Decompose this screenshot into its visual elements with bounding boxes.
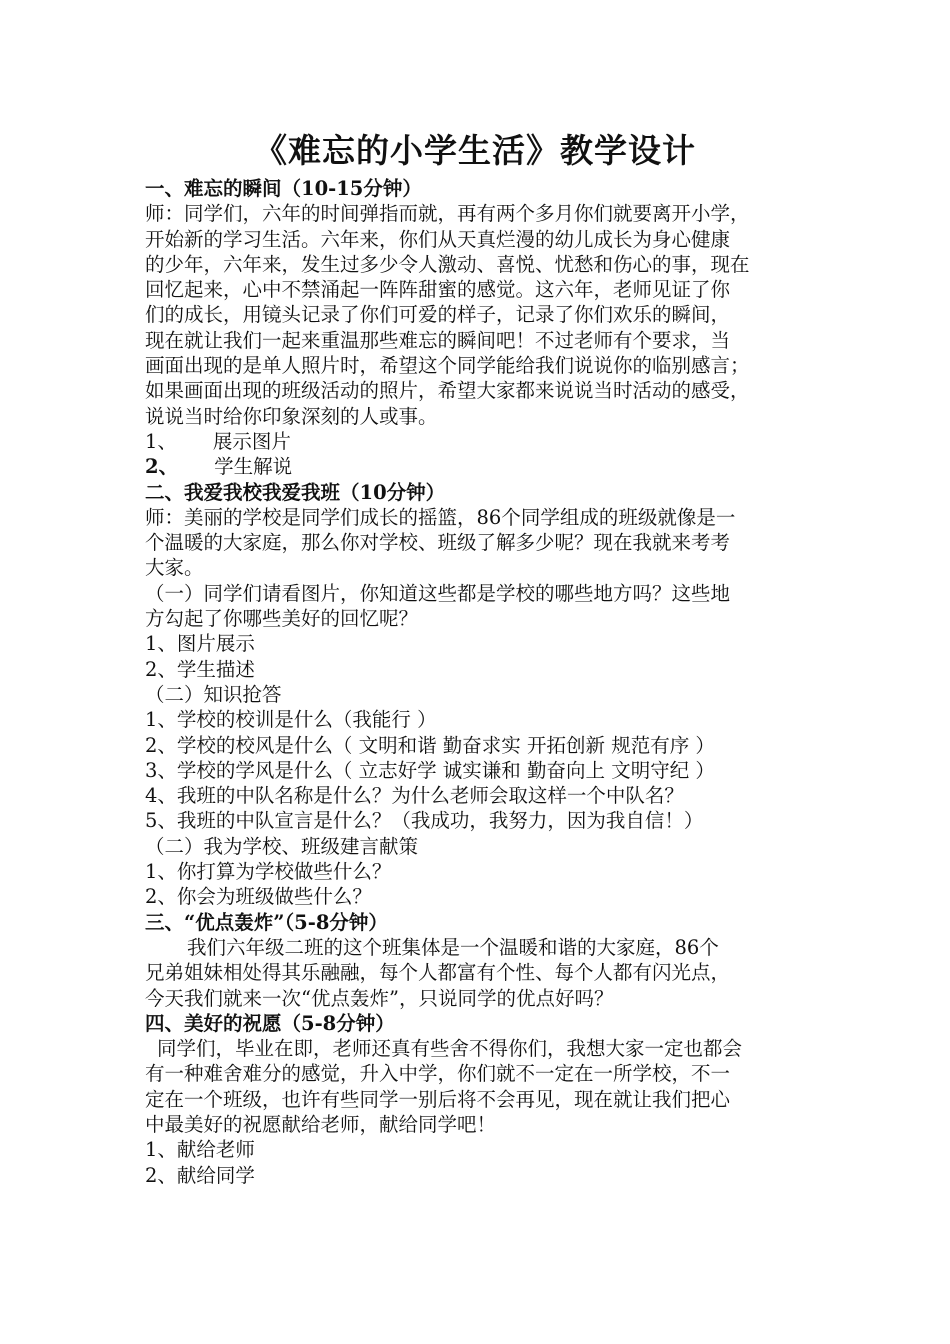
list-item: 1、学校的校训是什么（我能行 ）	[145, 708, 437, 732]
paragraph-line: 大家。	[145, 556, 204, 580]
list-number: 2、	[145, 455, 179, 479]
document-body	[145, 176, 825, 1188]
paragraph-line: 今天我们就来一次“优点轰炸”，只说同学的优点好吗？	[145, 986, 614, 1010]
subsection-heading: （二）知识抢答	[145, 682, 282, 706]
paragraph-line: 说说当时给你印象深刻的人或事。	[145, 404, 438, 428]
paragraph-line: 个温暖的大家庭，那么你对学校、班级了解多少呢？现在我就来考考	[145, 531, 731, 555]
paragraph-line: 有一种难舍难分的感觉，升入中学，你们就不一定在一所学校，不一	[145, 1062, 731, 1086]
list-item-show-pictures	[145, 429, 825, 454]
section-heading-1: 一、难忘的瞬间（10-15分钟）	[145, 177, 422, 200]
list-item: 2、献给同学	[145, 1163, 255, 1187]
list-item: 2、学校的校风是什么（ 文明和谐 勤奋求实 开拓创新 规范有序 ）	[145, 733, 715, 757]
list-item: 1、你打算为学校做些什么？	[145, 860, 392, 884]
list-text: 学生解说	[214, 455, 293, 479]
paragraph-line: 画面出现的是单人照片时，希望这个同学能给我们说说你的临别感言；	[145, 354, 750, 378]
paragraph-line: 中最美好的祝愿献给老师，献给同学吧！	[145, 1112, 497, 1136]
list-item: 2、你会为班级做些什么？	[145, 885, 372, 909]
paragraph-line: 兄弟姐妹相处得其乐融融，每个人都富有个性、每个人都有闪光点，	[145, 961, 731, 985]
paragraph-line: 方勾起了你哪些美好的回忆呢？	[145, 607, 419, 631]
list-item: 2、学生描述	[145, 657, 255, 681]
paragraph-line: （一）同学们请看图片，你知道这些都是学校的哪些地方吗？这些地	[145, 581, 731, 605]
paragraph-line: 我们六年级二班的这个班集体是一个温暖和谐的大家庭，86个	[187, 935, 719, 959]
list-item: 1、图片展示	[145, 632, 255, 656]
list-item: 4、我班的中队名称是什么？为什么老师会取这样一个中队名？	[145, 784, 684, 808]
paragraph-line: 定在一个班级，也许有些同学一别后将不会再见，现在就让我们把心	[145, 1087, 731, 1111]
paragraph-line: 的少年，六年来，发生过多少令人激动、喜悦、忧愁和伤心的事，现在	[145, 252, 750, 276]
list-item: 1、献给老师	[145, 1138, 255, 1162]
paragraph-line: 们的成长，用镜头记录了你们可爱的样子，记录了你们欢乐的瞬间，	[145, 303, 731, 327]
subsection-heading: （二）我为学校、班级建言献策	[145, 834, 419, 858]
list-text: 展示图片	[212, 429, 291, 453]
paragraph-line: 现在就让我们一起来重温那些难忘的瞬间吧！不过老师有个要求，当	[145, 328, 731, 352]
document-title: 《难忘的小学生活》教学设计	[254, 131, 696, 170]
list-item-student-explain	[145, 454, 825, 479]
paragraph-line: 同学们，毕业在即，老师还真有些舍不得你们，我想大家一定也都会	[157, 1037, 743, 1061]
paragraph-line: 师：同学们，六年的时间弹指而就，再有两个多月你们就要离开小学，	[145, 202, 750, 226]
paragraph-line: 回忆起来，心中不禁涌起一阵阵甜蜜的感觉。这六年，老师见证了你	[145, 278, 731, 302]
section-heading-4: 四、美好的祝愿（5-8分钟）	[145, 1011, 395, 1035]
list-number: 1、	[145, 429, 177, 453]
paragraph-line: 开始新的学习生活。六年来，你们从天真烂漫的幼儿成长为身心健康	[145, 227, 731, 251]
list-item: 3、学校的学风是什么（ 立志好学 诚实谦和 勤奋向上 文明守纪 ）	[145, 758, 715, 782]
section-heading-3: 三、“优点轰炸”（5-8分钟）	[145, 910, 388, 934]
paragraph-line: 师：美丽的学校是同学们成长的摇篮，86个同学组成的班级就像是一	[145, 505, 736, 529]
section-heading-2: 二、我爱我校我爱我班（10分钟）	[145, 480, 446, 504]
list-item: 5、我班的中队宣言是什么？（我成功，我努力，因为我自信！）	[145, 809, 704, 833]
paragraph-line: 如果画面出现的班级活动的照片，希望大家都来说说当时活动的感受，	[145, 379, 750, 403]
